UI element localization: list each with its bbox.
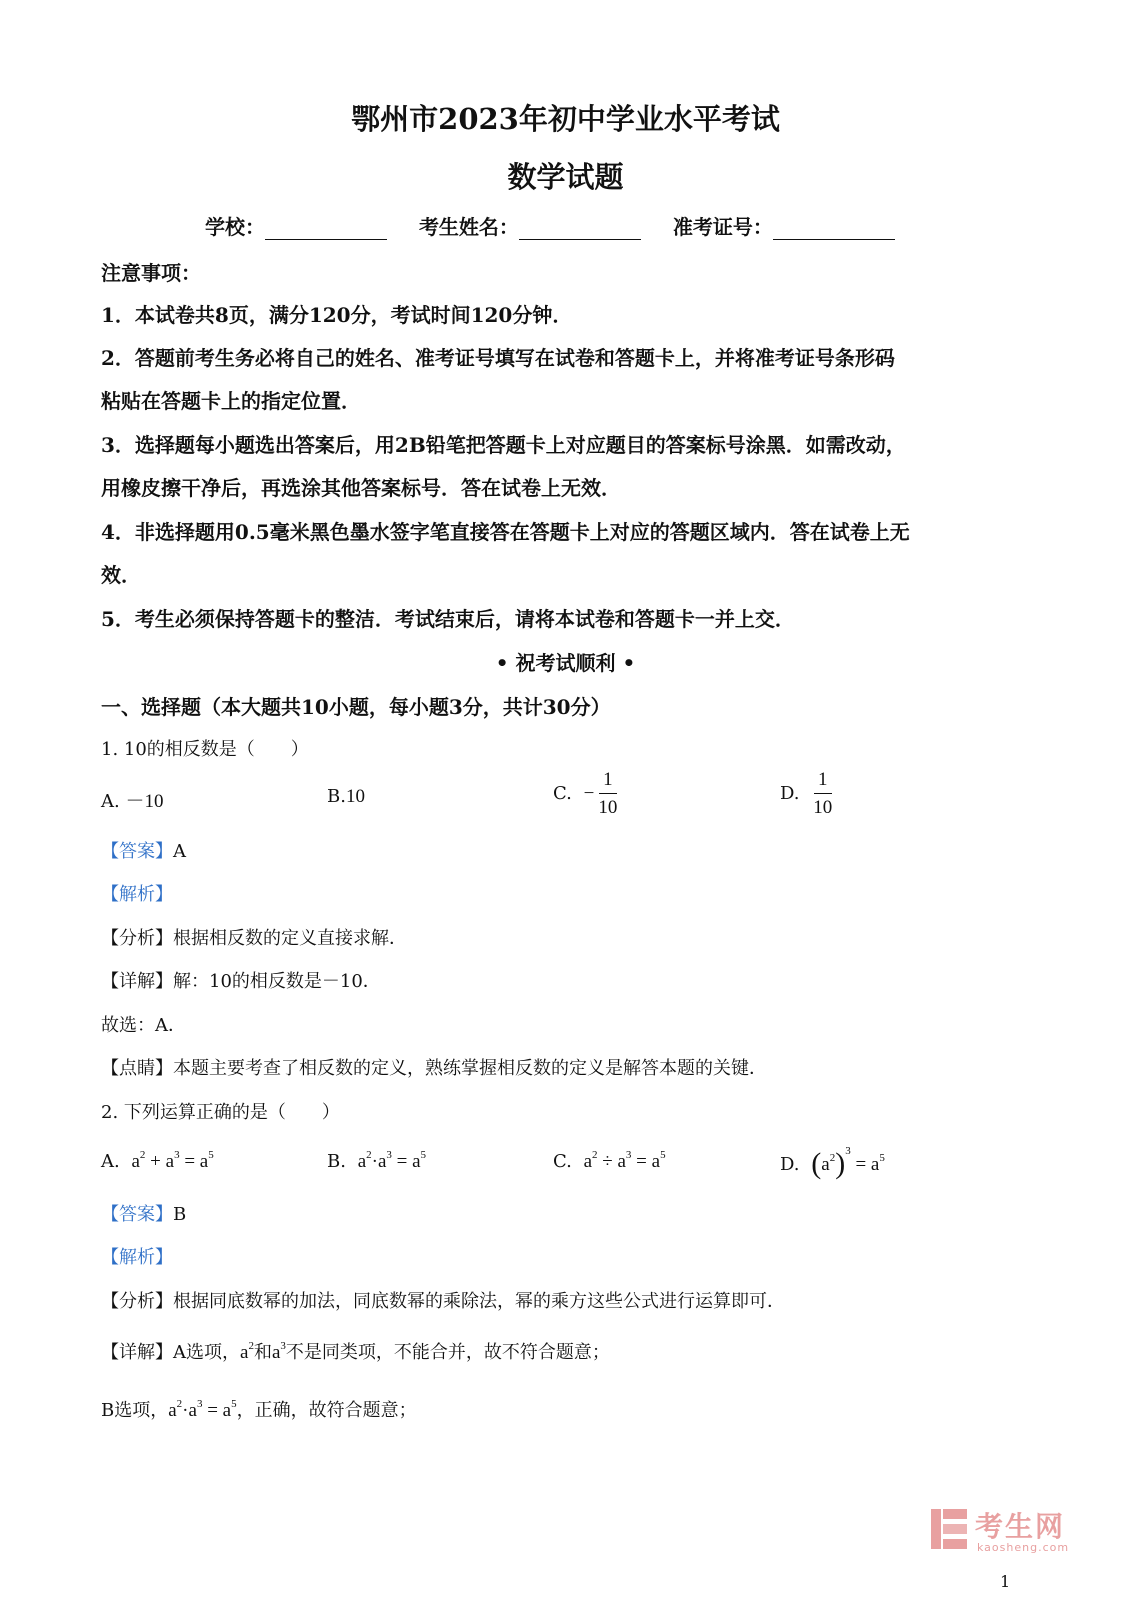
notice-item-2a: 2．答题前考生务必将自己的姓名、准考证号填写在试卷和答题卡上，并将准考证号条形码 xyxy=(101,346,895,370)
option-label: A. xyxy=(101,1151,120,1172)
logo-url: kaosheng.com xyxy=(977,1541,1070,1554)
name-label: 考生姓名： xyxy=(418,215,519,239)
xiangjie-a1: A选项， xyxy=(173,1342,240,1363)
option-label: B. xyxy=(327,786,346,807)
kaosheng-logo xyxy=(929,1505,1081,1555)
fraction-denominator: 10 xyxy=(813,797,833,818)
page-number: 1 xyxy=(1000,1572,1011,1591)
info-row xyxy=(205,211,895,240)
b-line-prefix: B选项， xyxy=(101,1400,169,1421)
answer-value: A xyxy=(173,841,186,862)
exam-title: 鄂州市2023年初中学业水平考试 xyxy=(351,102,780,136)
q2-b-line xyxy=(101,1396,417,1422)
option-value: －10 xyxy=(125,791,164,812)
q2-stem: 2. 下列运算正确的是（ ） xyxy=(101,1102,340,1123)
notice-item-2b: 粘贴在答题卡上的指定位置． xyxy=(101,389,361,413)
q2-analysis-tag: 【解析】 xyxy=(101,1247,173,1268)
q1-guxuan: 故选：A． xyxy=(101,1015,186,1036)
q2-option-d[interactable] xyxy=(780,1145,885,1181)
dianjing-tag: 【点睛】 xyxy=(101,1058,173,1079)
notice-item-3b: 用橡皮擦干净后，再选涂其他答案标号．答在试卷上无效． xyxy=(101,476,621,500)
formula: $(a^2)^3 = a^5$ xyxy=(811,1145,885,1180)
xiangjie-tag: 【详解】 xyxy=(101,1342,173,1363)
q2-xiangjie xyxy=(101,1338,610,1364)
formula: $a^2 + a^3 = a^5$ xyxy=(131,1149,214,1172)
school-blank[interactable] xyxy=(265,219,387,240)
q2-option-b[interactable] xyxy=(327,1149,426,1173)
notice-heading: 注意事项： xyxy=(101,261,201,285)
option-label: B. xyxy=(327,1151,346,1172)
answer-tag: 【答案】 xyxy=(101,841,173,862)
option-label: D. xyxy=(780,1154,800,1175)
dianjing-text: 本题主要考查了相反数的定义，熟练掌握相反数的定义是解答本题的关键． xyxy=(173,1058,767,1079)
q1-fenxi xyxy=(101,924,407,950)
q1-option-a[interactable] xyxy=(101,786,163,813)
notice-item-4b: 效． xyxy=(101,563,141,587)
exam-subtitle: 数学试题 xyxy=(507,160,624,194)
option-label: D. xyxy=(780,783,800,804)
q2-option-a[interactable] xyxy=(101,1149,214,1173)
answer-value: B xyxy=(173,1204,187,1225)
option-value: 10 xyxy=(345,786,365,807)
xiangjie-text: 解：10的相反数是－10． xyxy=(173,971,381,992)
q2-fenxi xyxy=(101,1287,785,1313)
formula: $a^2\cdot a^3 = a^5$ xyxy=(168,1398,237,1421)
xiangjie-tag: 【详解】 xyxy=(101,971,173,992)
fenxi-text: 根据相反数的定义直接求解． xyxy=(173,928,407,949)
q1-option-b[interactable] xyxy=(327,786,365,808)
xiangjie-and: 和 xyxy=(253,1342,272,1363)
q1-stem: 1. 10的相反数是（ ） xyxy=(101,739,309,760)
notice-item-3a: 3．选择题每小题选出答案后，用2B铅笔把答题卡上对应题目的答案标号涂黑．如需改动， xyxy=(101,433,906,457)
q1-dianjing xyxy=(101,1054,767,1080)
fenxi-tag: 【分析】 xyxy=(101,1291,173,1312)
school-label: 学校： xyxy=(205,215,265,239)
section-heading: 一、选择题（本大题共10小题，每小题3分，共计30分） xyxy=(101,695,611,719)
id-blank[interactable] xyxy=(773,219,895,240)
fraction xyxy=(809,770,836,817)
notice-item-4a: 4．非选择题用0.5毫米黑色墨水签字笔直接答在答题卡上对应的答题区域内．答在试卷上无 xyxy=(101,520,910,544)
fenxi-text: 根据同底数幂的加法，同底数幂的乘除法，幂的乘方这些公式进行运算即可． xyxy=(173,1291,785,1312)
formula: $a^2\cdot a^3 = a^5$ xyxy=(357,1149,427,1172)
q2-option-c[interactable] xyxy=(553,1149,666,1173)
q2-answer xyxy=(101,1200,186,1226)
logo-text: 考生网 xyxy=(975,1510,1066,1543)
q1-option-d[interactable] xyxy=(780,770,836,817)
option-label: C. xyxy=(553,783,572,804)
q1-xiangjie xyxy=(101,967,381,993)
q1-answer xyxy=(101,837,186,863)
answer-tag: 【答案】 xyxy=(101,1204,173,1225)
fraction-denominator: 10 xyxy=(598,797,618,818)
fraction-numerator: 1 xyxy=(599,770,617,794)
formula: $a^2 \div a^3 = a^5$ xyxy=(583,1149,666,1172)
logo-mark-icon xyxy=(929,1507,969,1551)
minus-sign: − xyxy=(583,782,595,804)
xiangjie-a2: 不是同类项，不能合并，故不符合题意； xyxy=(285,1342,610,1363)
b-line-suffix: ，正确，故符合题意； xyxy=(236,1400,417,1421)
blessing: • 祝考试顺利 • xyxy=(495,651,636,675)
fraction xyxy=(594,770,621,817)
q1-option-c[interactable] xyxy=(553,770,621,817)
id-label: 准考证号： xyxy=(672,215,773,239)
fenxi-tag: 【分析】 xyxy=(101,928,173,949)
formula: $a^2$ xyxy=(240,1340,254,1363)
name-blank[interactable] xyxy=(519,219,641,240)
formula: $a^3$ xyxy=(271,1340,286,1363)
option-label: C. xyxy=(553,1151,572,1172)
notice-item-1: 1．本试卷共8页，满分120分，考试时间120分钟． xyxy=(101,303,573,327)
q1-analysis-tag: 【解析】 xyxy=(101,884,173,905)
option-label: A. xyxy=(101,791,120,812)
fraction-numerator: 1 xyxy=(814,770,832,794)
notice-item-5: 5．考生必须保持答题卡的整洁．考试结束后，请将本试卷和答题卡一并上交． xyxy=(101,607,795,631)
